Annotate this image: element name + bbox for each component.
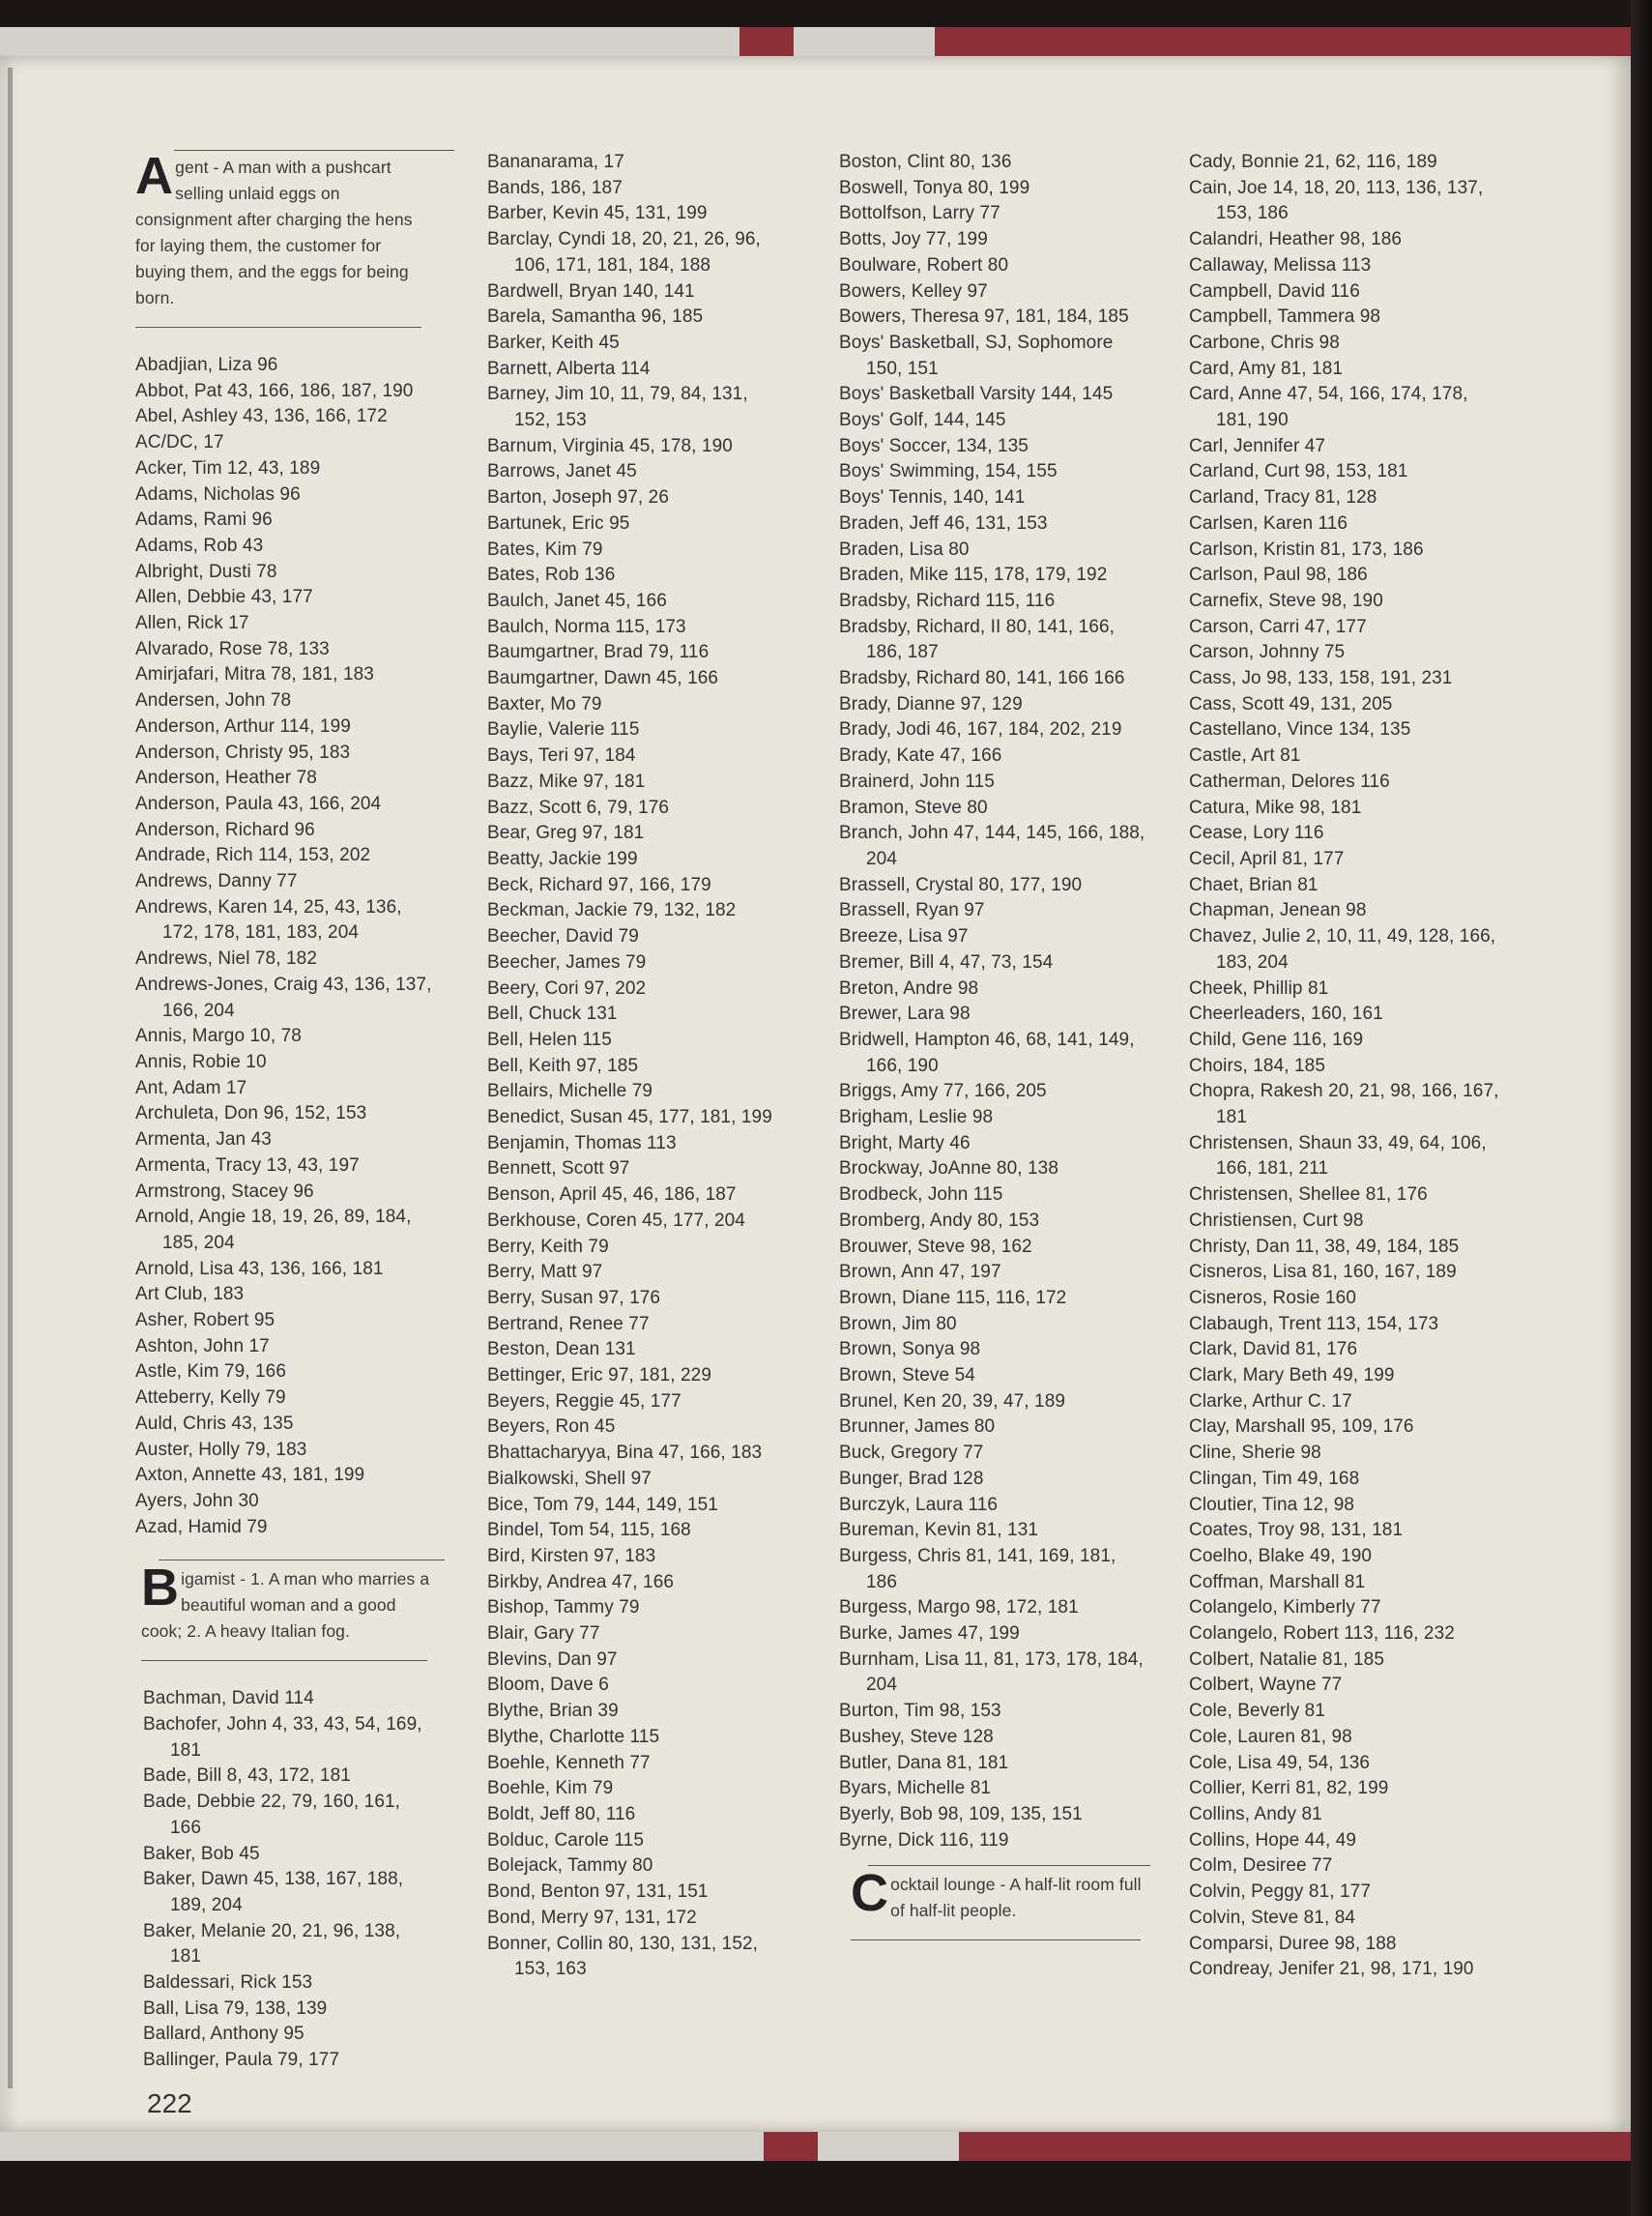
index-entry: Auster, Holly 79, 183 [135, 1439, 307, 1460]
index-entry: Boehle, Kenneth 77 [487, 1752, 651, 1773]
index-entry: Bradsby, Richard 115, 116 [839, 590, 1056, 611]
index-entry: Cline, Sherie 98 [1189, 1443, 1321, 1464]
index-entry: Carlson, Paul 98, 186 [1189, 565, 1368, 586]
index-entry: Cole, Lauren 81, 98 [1189, 1726, 1352, 1747]
index-entry: Christensen, Shaun 33, 49, 64, 106, 166, 181, 211 [1189, 1132, 1487, 1180]
index-list-b [143, 1686, 435, 2074]
index-entry: Barclay, Cyndi 18, 20, 21, 26, 96, 106, 171, 181, 184, 188 [487, 229, 761, 276]
index-entry: Bands, 186, 187 [487, 177, 623, 198]
index-entry: Blair, Gary 77 [487, 1623, 600, 1645]
index-entry: Carson, Carri 47, 177 [1189, 616, 1367, 637]
index-entry: Brady, Jodi 46, 167, 184, 202, 219 [839, 719, 1122, 741]
index-entry: Carnefix, Steve 98, 190 [1189, 590, 1383, 611]
index-entry: Barrows, Janet 45 [487, 461, 637, 482]
index-entry: Bertrand, Renee 77 [487, 1313, 650, 1334]
index-entry: Astle, Kim 79, 166 [135, 1361, 286, 1383]
index-entry: Brouwer, Steve 98, 162 [839, 1236, 1032, 1257]
index-entry: Andrews, Danny 77 [135, 871, 298, 892]
index-entry: Beatty, Jackie 199 [487, 848, 638, 869]
index-entry: Berry, Susan 97, 176 [487, 1287, 661, 1308]
index-entry: Anderson, Christy 95, 183 [135, 742, 351, 763]
index-entry: Braden, Jeff 46, 131, 153 [839, 512, 1048, 534]
index-entry: Boswell, Tonya 80, 199 [839, 177, 1030, 198]
index-entry: Carson, Johnny 75 [1189, 642, 1346, 663]
index-entry: Colangelo, Kimberly 77 [1189, 1597, 1381, 1618]
index-entry: Cain, Joe 14, 18, 20, 113, 136, 137, 153, 186 [1189, 177, 1484, 224]
index-entry: Brockway, JoAnne 80, 138 [839, 1158, 1059, 1180]
index-entry: Burczyk, Laura 116 [839, 1494, 999, 1515]
index-entry: Baylie, Valerie 115 [487, 719, 640, 741]
index-entry: Bates, Kim 79 [487, 539, 603, 560]
index-entry: Baulch, Norma 115, 173 [487, 616, 686, 637]
index-entry: Burke, James 47, 199 [839, 1623, 1020, 1645]
index-entry: Cloutier, Tina 12, 98 [1189, 1494, 1355, 1515]
index-entry: Brunner, James 80 [839, 1416, 996, 1438]
index-entry: Bennett, Scott 97 [487, 1158, 630, 1180]
index-entry: Beecher, James 79 [487, 951, 647, 973]
index-entry: Breeze, Lisa 97 [839, 926, 969, 948]
index-entry: Anderson, Richard 96 [135, 819, 315, 840]
index-entry: Bridwell, Hampton 46, 68, 141, 149, 166, 190 [839, 1029, 1135, 1076]
index-entry: Bottolfson, Larry 77 [839, 203, 1000, 224]
index-entry: Bloom, Dave 6 [487, 1675, 609, 1696]
index-entry: Allen, Rick 17 [135, 613, 249, 634]
index-entry: Beck, Richard 97, 166, 179 [487, 874, 711, 895]
index-entry: Burnham, Lisa 11, 81, 173, 178, 184, 204 [839, 1648, 1144, 1696]
page-edge [8, 68, 13, 2088]
index-entry: Ayers, John 30 [135, 1490, 259, 1511]
index-entry: Beecher, David 79 [487, 926, 639, 948]
page-number: 222 [147, 2088, 192, 2118]
bottom-stripe-gray [818, 2132, 959, 2161]
index-entry: Cecil, April 81, 177 [1189, 848, 1345, 869]
index-entry: Brown, Diane 115, 116, 172 [839, 1287, 1067, 1308]
index-entry: Bolduc, Carole 115 [487, 1829, 644, 1851]
index-entry: Cheek, Phillip 81 [1189, 977, 1329, 999]
index-entry: Carland, Curt 98, 153, 181 [1189, 461, 1408, 482]
index-entry: Chopra, Rakesh 20, 21, 98, 166, 167, 181 [1189, 1081, 1499, 1128]
top-stripe-red2 [935, 27, 1631, 56]
drop-cap: B [141, 1559, 180, 1618]
index-entry: Adams, Rob 43 [135, 535, 264, 556]
index-entry: Comparsi, Duree 98, 188 [1189, 1933, 1397, 1954]
index-entry: Card, Amy 81, 181 [1189, 358, 1344, 379]
index-entry: Andrews-Jones, Craig 43, 136, 137, 166, 204 [135, 974, 432, 1021]
index-entry: Coffman, Marshall 81 [1189, 1571, 1366, 1592]
index-entry: Armenta, Tracy 13, 43, 197 [135, 1154, 360, 1176]
index-entry: Briggs, Amy 77, 166, 205 [839, 1081, 1047, 1102]
index-entry: Bear, Greg 97, 181 [487, 823, 645, 844]
index-entry: Ant, Adam 17 [135, 1077, 247, 1098]
index-entry: Abadjian, Liza 96 [135, 355, 278, 375]
index-entry: Brigham, Leslie 98 [839, 1107, 994, 1128]
index-entry: Bettinger, Eric 97, 181, 229 [487, 1365, 712, 1386]
index-entry: Colbert, Wayne 77 [1189, 1675, 1343, 1696]
index-entry: Baumgartner, Brad 79, 116 [487, 642, 710, 663]
definition-text: ocktail lounge - A half-lit room full of half-lit people. [890, 1875, 1142, 1921]
index-entry: Cole, Beverly 81 [1189, 1701, 1326, 1722]
index-entry: Blythe, Charlotte 115 [487, 1726, 660, 1747]
definition-text: gent - A man with a pushcart selling unlaid eggs on consignment after charging the hens for laying them, the customer for buying them, and the eggs for being born. [135, 158, 413, 307]
index-entry: Chaet, Brian 81 [1189, 874, 1319, 895]
index-entry: Bonner, Collin 80, 130, 131, 152, 153, 163 [487, 1933, 759, 1980]
index-list-a [135, 353, 435, 1540]
index-entry: Carlsen, Karen 116 [1189, 512, 1348, 534]
index-entry: Blythe, Brian 39 [487, 1701, 619, 1722]
drop-cap: A [135, 147, 174, 205]
index-entry: Brown, Steve 54 [839, 1365, 975, 1386]
index-entry: Braden, Mike 115, 178, 179, 192 [839, 565, 1108, 586]
index-entry: Bishop, Tammy 79 [487, 1597, 640, 1618]
divider [174, 150, 454, 151]
index-entry: Condreay, Jenifer 21, 98, 171, 190 [1189, 1959, 1474, 1980]
index-entry: Abbot, Pat 43, 166, 186, 187, 190 [135, 380, 414, 401]
index-entry: Bramon, Steve 80 [839, 797, 988, 818]
divider [868, 1865, 1150, 1866]
index-entry: Chavez, Julie 2, 10, 11, 49, 128, 166, 183, 204 [1189, 926, 1496, 973]
index-entry: Catura, Mike 98, 181 [1189, 797, 1362, 818]
index-entry: Carbone, Chris 98 [1189, 332, 1340, 353]
index-entry: Beckman, Jackie 79, 132, 182 [487, 900, 737, 921]
index-entry: Bade, Debbie 22, 79, 160, 161, 166 [143, 1792, 401, 1838]
bottom-stripe-red1 [764, 2132, 818, 2161]
index-entry: Boldt, Jeff 80, 116 [487, 1804, 636, 1824]
index-entry: Bremer, Bill 4, 47, 73, 154 [839, 951, 1054, 973]
index-entry: Albright, Dusti 78 [135, 561, 277, 582]
index-entry: Cease, Lory 116 [1189, 823, 1324, 844]
index-entry: Bradsby, Richard, II 80, 141, 166, 186, 187 [839, 616, 1116, 663]
index-column-1 [135, 147, 435, 2074]
index-entry: Acker, Tim 12, 43, 189 [135, 457, 321, 479]
index-entry: Butler, Dana 81, 181 [839, 1752, 1009, 1773]
index-entry: Bell, Helen 115 [487, 1029, 612, 1050]
index-entry: Brassell, Crystal 80, 177, 190 [839, 874, 1083, 895]
index-entry: Brady, Dianne 97, 129 [839, 693, 1023, 714]
index-entry: Bolejack, Tammy 80 [487, 1855, 653, 1877]
index-entry: Benedict, Susan 45, 177, 181, 199 [487, 1107, 772, 1128]
index-entry: AC/DC, 17 [135, 432, 224, 453]
top-stripe-gray [794, 27, 935, 56]
index-entry: Andersen, John 78 [135, 690, 292, 712]
index-entry: Botts, Joy 77, 199 [839, 229, 988, 250]
index-entry: Brainerd, John 115 [839, 771, 995, 792]
index-entry: Barnett, Alberta 114 [487, 358, 651, 379]
index-entry: Anderson, Arthur 114, 199 [135, 715, 351, 737]
index-entry: Braden, Lisa 80 [839, 539, 970, 560]
index-entry: Bananarama, 17 [487, 152, 624, 172]
bottom-stripe-left [0, 2132, 764, 2161]
index-entry: Catherman, Delores 116 [1189, 771, 1390, 792]
index-entry: Bowers, Kelley 97 [839, 280, 988, 302]
definition-agent [135, 147, 435, 311]
index-entry: Atteberry, Kelly 79 [135, 1387, 286, 1409]
index-entry: Beyers, Reggie 45, 177 [487, 1390, 681, 1412]
index-entry: Adams, Nicholas 96 [135, 483, 301, 505]
index-entry: Colvin, Steve 81, 84 [1189, 1907, 1356, 1928]
index-entry: Bazz, Scott 6, 79, 176 [487, 797, 670, 818]
index-entry: Andrews, Karen 14, 25, 43, 136, 172, 178, 181, 183, 204 [135, 896, 402, 944]
index-entry: Child, Gene 116, 169 [1189, 1029, 1364, 1050]
index-entry: Bachman, David 114 [143, 1688, 314, 1709]
index-entry: Clay, Marshall 95, 109, 176 [1189, 1416, 1414, 1438]
index-entry: Bright, Marty 46 [839, 1132, 971, 1153]
index-entry: Coates, Troy 98, 131, 181 [1189, 1520, 1404, 1541]
index-entry: Bird, Kirsten 97, 183 [487, 1545, 656, 1566]
index-entry: Cass, Jo 98, 133, 158, 191, 231 [1189, 668, 1453, 689]
index-entry: Baumgartner, Dawn 45, 166 [487, 668, 719, 689]
index-entry: Campbell, Tammera 98 [1189, 306, 1381, 328]
index-entry: Calandri, Heather 98, 186 [1189, 229, 1403, 250]
index-entry: Bice, Tom 79, 144, 149, 151 [487, 1494, 718, 1515]
index-entry: Ballard, Anthony 95 [143, 2024, 304, 2045]
index-entry: Ball, Lisa 79, 138, 139 [143, 1997, 328, 2019]
index-entry: Bellairs, Michelle 79 [487, 1081, 653, 1102]
index-entry: Chapman, Jenean 98 [1189, 900, 1367, 921]
index-entry: Card, Anne 47, 54, 166, 174, 178, 181, 190 [1189, 384, 1468, 431]
index-entry: Brunel, Ken 20, 39, 47, 189 [839, 1390, 1066, 1412]
index-entry: Beyers, Ron 45 [487, 1416, 616, 1438]
definition-text: igamist - 1. A man who marries a beautiful woman and a good cook; 2. A heavy Italian fog. [141, 1569, 430, 1642]
index-entry: Colbert, Natalie 81, 185 [1189, 1648, 1385, 1670]
index-entry: Baulch, Janet 45, 166 [487, 590, 667, 611]
index-entry: Bond, Merry 97, 131, 172 [487, 1907, 697, 1928]
index-entry: Baker, Dawn 45, 138, 167, 188, 189, 204 [143, 1869, 404, 1915]
index-entry: Cisneros, Rosie 160 [1189, 1287, 1356, 1308]
index-entry: Cisneros, Lisa 81, 160, 167, 189 [1189, 1262, 1457, 1283]
index-entry: Colvin, Peggy 81, 177 [1189, 1881, 1371, 1903]
index-entry: Andrews, Niel 78, 182 [135, 948, 317, 970]
index-entry: Ballinger, Paula 79, 177 [143, 2050, 340, 2071]
index-entry: Annis, Robie 10 [135, 1051, 267, 1072]
index-entry: Burton, Tim 98, 153 [839, 1701, 1001, 1722]
index-entry: Beery, Cori 97, 202 [487, 977, 647, 999]
index-entry: Bartunek, Eric 95 [487, 512, 630, 534]
index-entry: Clark, Mary Beth 49, 199 [1189, 1365, 1395, 1386]
index-list-col3 [839, 150, 1150, 1853]
index-entry: Birkby, Andrea 47, 166 [487, 1571, 675, 1592]
index-entry: Castellano, Vince 134, 135 [1189, 719, 1411, 741]
top-stripe-left [0, 27, 739, 56]
index-entry: Barker, Keith 45 [487, 332, 620, 353]
index-entry: Colangelo, Robert 113, 116, 232 [1189, 1623, 1455, 1645]
index-entry: Baker, Bob 45 [143, 1843, 260, 1864]
index-entry: Amirjafari, Mitra 78, 181, 183 [135, 664, 374, 685]
index-entry: Byrne, Dick 116, 119 [839, 1829, 1009, 1851]
index-entry: Arnold, Lisa 43, 136, 166, 181 [135, 1258, 384, 1279]
index-entry: Buck, Gregory 77 [839, 1443, 984, 1464]
index-entry: Baxter, Mo 79 [487, 693, 602, 714]
index-entry: Clabaugh, Trent 113, 154, 173 [1189, 1313, 1439, 1334]
index-entry: Anderson, Paula 43, 166, 204 [135, 793, 382, 814]
index-entry: Clarke, Arthur C. 17 [1189, 1390, 1352, 1412]
index-entry: Clingan, Tim 49, 168 [1189, 1468, 1360, 1489]
index-entry: Boulware, Robert 80 [839, 254, 1009, 276]
index-entry: Adams, Rami 96 [135, 510, 273, 531]
drop-cap: C [851, 1864, 889, 1923]
index-entry: Barton, Joseph 97, 26 [487, 487, 670, 509]
index-entry: Campbell, David 116 [1189, 280, 1360, 302]
index-entry: Ashton, John 17 [135, 1335, 270, 1356]
index-column-2 [487, 150, 777, 1983]
index-entry: Collins, Andy 81 [1189, 1804, 1322, 1824]
index-list-col4 [1189, 150, 1508, 1983]
index-entry: Abel, Ashley 43, 136, 166, 172 [135, 406, 388, 427]
index-entry: Auld, Chris 43, 135 [135, 1413, 294, 1434]
index-entry: Blevins, Dan 97 [487, 1648, 618, 1670]
index-entry: Anderson, Heather 78 [135, 768, 317, 789]
index-entry: Bell, Keith 97, 185 [487, 1055, 639, 1076]
index-entry: Asher, Robert 95 [135, 1310, 275, 1331]
index-entry: Allen, Debbie 43, 177 [135, 587, 313, 608]
index-entry: Cole, Lisa 49, 54, 136 [1189, 1752, 1371, 1773]
index-entry: Bindel, Tom 54, 115, 168 [487, 1520, 691, 1541]
index-entry: Boys' Golf, 144, 145 [839, 410, 1006, 431]
index-entry: Boehle, Kim 79 [487, 1778, 614, 1799]
index-entry: Baker, Melanie 20, 21, 96, 138, 181 [143, 1920, 401, 1968]
index-entry: Burgess, Chris 81, 141, 169, 181, 186 [839, 1545, 1116, 1592]
index-entry: Collier, Kerri 81, 82, 199 [1189, 1778, 1389, 1799]
index-entry: Axton, Annette 43, 181, 199 [135, 1465, 365, 1486]
index-entry: Boys' Soccer, 134, 135 [839, 435, 1029, 456]
index-entry: Colm, Desiree 77 [1189, 1855, 1333, 1877]
index-entry: Branch, John 47, 144, 145, 166, 188, 204 [839, 823, 1145, 869]
index-entry: Boys' Basketball Varsity 144, 145 [839, 384, 1114, 405]
index-entry: Brady, Kate 47, 166 [839, 745, 1002, 767]
index-entry: Callaway, Melissa 113 [1189, 254, 1372, 276]
index-entry: Archuleta, Don 96, 152, 153 [135, 1103, 367, 1124]
index-entry: Andrade, Rich 114, 153, 202 [135, 845, 371, 866]
index-entry: Barney, Jim 10, 11, 79, 84, 131, 152, 153 [487, 384, 748, 431]
index-entry: Benson, April 45, 46, 186, 187 [487, 1184, 737, 1206]
index-entry: Arnold, Angie 18, 19, 26, 89, 184, 185, 204 [135, 1207, 412, 1253]
definition-bigamist [141, 1559, 435, 1645]
index-entry: Cass, Scott 49, 131, 205 [1189, 693, 1393, 714]
index-entry: Benjamin, Thomas 113 [487, 1132, 677, 1153]
index-entry: Brodbeck, John 115 [839, 1184, 1003, 1206]
index-entry: Brassell, Ryan 97 [839, 900, 985, 921]
index-entry: Carl, Jennifer 47 [1189, 435, 1326, 456]
index-list-col2 [487, 150, 777, 1983]
index-entry: Bowers, Theresa 97, 181, 184, 185 [839, 306, 1129, 328]
index-entry: Bureman, Kevin 81, 131 [839, 1520, 1039, 1541]
index-entry: Bushey, Steve 128 [839, 1726, 994, 1747]
index-entry: Armstrong, Stacey 96 [135, 1181, 314, 1202]
index-entry: Burgess, Margo 98, 172, 181 [839, 1597, 1079, 1618]
index-entry: Bunger, Brad 128 [839, 1468, 984, 1489]
index-entry: Carland, Tracy 81, 128 [1189, 487, 1377, 509]
index-entry: Byerly, Bob 98, 109, 135, 151 [839, 1804, 1083, 1824]
binding-spine [1631, 0, 1652, 2216]
index-entry: Byars, Michelle 81 [839, 1778, 992, 1799]
definition-cocktail [851, 1864, 1150, 1924]
index-entry: Bond, Benton 97, 131, 151 [487, 1881, 709, 1903]
index-entry: Barela, Samantha 96, 185 [487, 306, 704, 328]
index-entry: Berry, Matt 97 [487, 1262, 603, 1283]
index-entry: Cheerleaders, 160, 161 [1189, 1004, 1383, 1025]
index-entry: Boys' Tennis, 140, 141 [839, 487, 1026, 509]
index-entry: Castle, Art 81 [1189, 745, 1301, 767]
bottom-stripe-red2 [959, 2132, 1631, 2161]
index-entry: Annis, Margo 10, 78 [135, 1026, 302, 1047]
index-entry: Bays, Teri 97, 184 [487, 745, 636, 767]
index-entry: Christensen, Shellee 81, 176 [1189, 1184, 1428, 1206]
index-entry: Bradsby, Richard 80, 141, 166 166 [839, 668, 1125, 689]
index-entry: Coelho, Blake 49, 190 [1189, 1545, 1373, 1566]
index-column-3 [839, 150, 1150, 1940]
index-entry: Bardwell, Bryan 140, 141 [487, 280, 695, 302]
index-entry: Bhattacharyya, Bina 47, 166, 183 [487, 1443, 763, 1464]
index-entry: Breton, Andre 98 [839, 977, 979, 999]
index-column-4 [1189, 150, 1508, 1983]
index-entry: Choirs, 184, 185 [1189, 1055, 1326, 1076]
index-entry: Bates, Rob 136 [487, 565, 616, 586]
index-entry: Boys' Basketball, SJ, Sophomore 150, 151 [839, 332, 1114, 379]
index-entry: Cady, Bonnie 21, 62, 116, 189 [1189, 152, 1437, 172]
index-entry: Brown, Jim 80 [839, 1313, 957, 1334]
index-entry: Boston, Clint 80, 136 [839, 152, 1012, 172]
index-entry: Christy, Dan 11, 38, 49, 184, 185 [1189, 1236, 1460, 1257]
index-entry: Beston, Dean 131 [487, 1339, 636, 1360]
index-entry: Baldessari, Rick 153 [143, 1972, 313, 1994]
index-entry: Brown, Ann 47, 197 [839, 1262, 1001, 1283]
index-entry: Bade, Bill 8, 43, 172, 181 [143, 1765, 351, 1787]
index-entry: Armenta, Jan 43 [135, 1129, 272, 1151]
index-entry: Bachofer, John 4, 33, 43, 54, 169, 181 [143, 1714, 422, 1761]
index-entry: Bell, Chuck 131 [487, 1004, 618, 1025]
index-entry: Clark, David 81, 176 [1189, 1339, 1358, 1360]
index-entry: Azad, Hamid 79 [135, 1516, 268, 1537]
index-entry: Boys' Swimming, 154, 155 [839, 461, 1058, 482]
divider [851, 1939, 1141, 1940]
index-entry: Barber, Kevin 45, 131, 199 [487, 203, 708, 224]
index-entry: Brewer, Lara 98 [839, 1004, 971, 1025]
index-entry: Christiensen, Curt 98 [1189, 1210, 1364, 1231]
index-entry: Alvarado, Rose 78, 133 [135, 638, 330, 659]
index-entry: Bialkowski, Shell 97 [487, 1468, 652, 1489]
index-entry: Berry, Keith 79 [487, 1236, 609, 1257]
index-entry: Carlson, Kristin 81, 173, 186 [1189, 539, 1424, 560]
index-entry: Bazz, Mike 97, 181 [487, 771, 646, 792]
index-entry: Brown, Sonya 98 [839, 1339, 981, 1360]
index-entry: Collins, Hope 44, 49 [1189, 1829, 1357, 1851]
top-stripe-red1 [739, 27, 794, 56]
index-entry: Berkhouse, Coren 45, 177, 204 [487, 1210, 745, 1231]
index-entry: Barnum, Virginia 45, 178, 190 [487, 435, 733, 456]
index-entry: Art Club, 183 [135, 1284, 245, 1305]
index-entry: Bromberg, Andy 80, 153 [839, 1210, 1040, 1231]
